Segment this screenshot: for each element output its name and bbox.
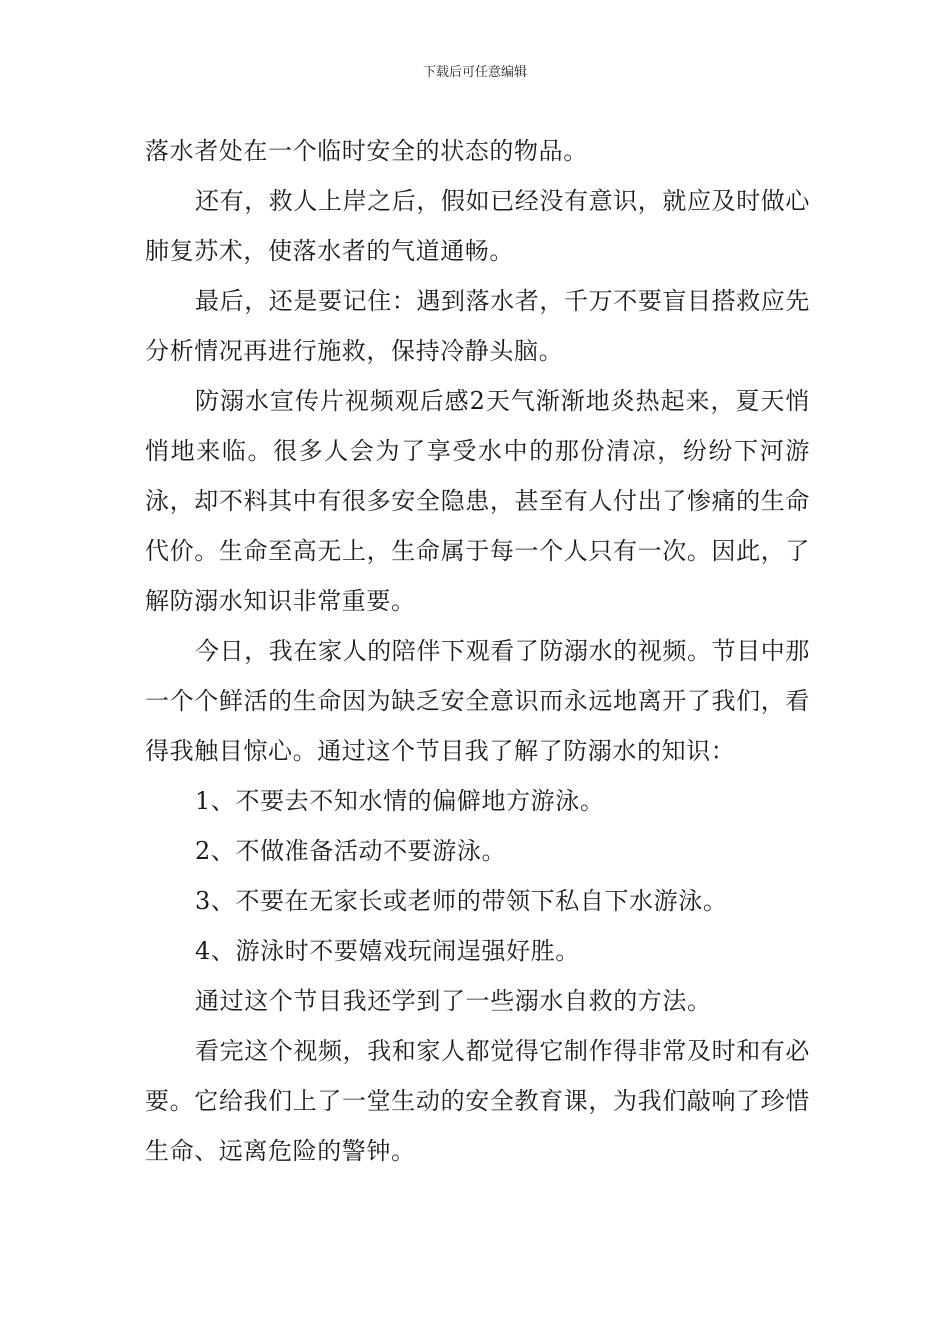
page-header: 下载后可任意编辑 [422,65,527,80]
paragraph-1: 落水者处在一个临时安全的状态的物品。 [145,137,588,165]
list-item-3: 3、不要在无家长或老师的带领下私自下水游泳。 [195,887,728,915]
list-item-2: 2、不做准备活动不要游泳。 [195,837,507,865]
paragraph-5: 今日，我在家人的陪伴下观看了防溺水的视频。节目中那一个个鲜活的生命因为缺乏安全意识而永远地离开了我们，看得我触目惊心。通过这个节目我了解了防溺水的知识： [145,637,810,765]
paragraph-2: 还有，救人上岸之后，假如已经没有意识，就应及时做心肺复苏术，使落水者的气道通畅。 [145,187,810,265]
list-item-1: 1、不要去不知水情的偏僻地方游泳。 [195,787,605,815]
paragraph-7: 看完这个视频，我和家人都觉得它制作得非常及时和有必要。它给我们上了一堂生动的安全教育课，为我们敲响了珍惜生命、远离危险的警钟。 [145,1037,810,1165]
document-body [145,126,810,1176]
paragraph-6: 通过这个节目我还学到了一些溺水自救的方法。 [195,987,712,1015]
paragraph-3: 最后，还是要记住：遇到落水者，千万不要盲目搭救应先分析情况再进行施救，保持冷静头脑。 [145,287,810,365]
paragraph-4: 防溺水宣传片视频观后感2天气渐渐地炎热起来，夏天悄悄地来临。很多人会为了享受水中的那份清凉，纷纷下河游泳，却不料其中有很多安全隐患，甚至有人付出了惨痛的生命代价。生命至高无上，生命属于每一个人只有一次。因此，了解防溺水知识非常重要。 [145,387,810,615]
list-item-4: 4、游泳时不要嬉戏玩闹逞强好胜。 [195,937,580,965]
